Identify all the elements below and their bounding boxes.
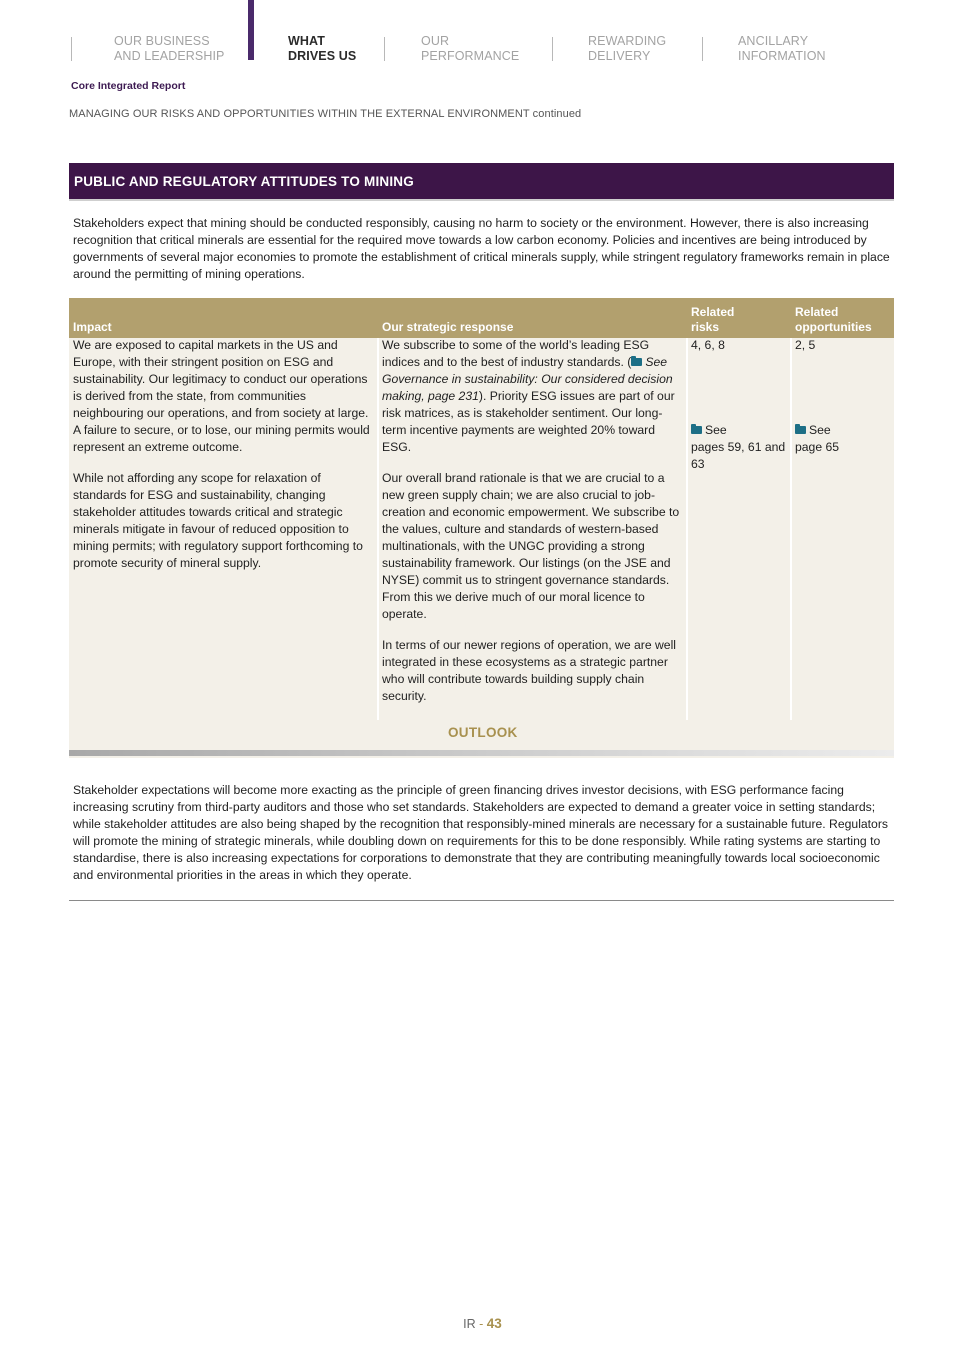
- response-cell: [382, 337, 684, 705]
- nav-divider: [552, 37, 553, 61]
- nav-item-line1: OUR: [421, 34, 450, 48]
- footer-prefix: IR: [463, 1317, 476, 1331]
- nav-item-what-drives-us[interactable]: [288, 34, 356, 64]
- response-text: We subscribe to some of the world’s leading ESG indices and to the best of industry standards. (: [382, 338, 650, 369]
- bottom-divider: [69, 900, 894, 901]
- opportunities-cell: [795, 337, 891, 456]
- header-related-opps-line2: opportunities: [795, 320, 872, 334]
- header-related-opps-line1: Related: [795, 305, 839, 319]
- section-title: PUBLIC AND REGULATORY ATTITUDES TO MINING: [74, 174, 414, 189]
- nav-active-indicator: [248, 0, 254, 60]
- nav-item-our-business[interactable]: [114, 34, 224, 64]
- nav-item-line1: WHAT: [288, 34, 325, 48]
- impact-cell: [73, 337, 375, 572]
- section-title-bar: [69, 163, 894, 201]
- folder-icon: [631, 358, 642, 366]
- risks-page-reference[interactable]: [691, 422, 787, 473]
- response-paragraph: [382, 337, 684, 456]
- folder-icon: [691, 426, 702, 434]
- header-strategic-response: Our strategic response: [382, 320, 514, 334]
- footer-separator: -: [479, 1317, 484, 1331]
- impact-paragraph: While not affording any scope for relaxation of standards for ESG and sustainability, changing stakeholder attitudes towards critical and strategic minerals mitigate in favour of reduced opposition to mining permits; with regulatory support forthcoming to promote security of mineral supply.: [73, 471, 363, 570]
- outlook-paragraph: Stakeholder expectations will become more exacting as the principle of green financing drives investor decisions, with ESG performance facing increasing scrutiny from third-party auditors and those who set standards. Stakeholders are expected to demand a greater voice in setting standards; while stakeholder attitudes are also being shaped by the recognition that responsibly-mined minerals are necessary for a sustainable future. Regulators will promote the mining of strategic minerals, while doubling down on requirements for this to be done responsibly. While rating systems are starting to standardise, there is also increasing expectations for corporations to demonstrate that they are contributing meaningfully towards local socioeconomic and environmental priorities in the areas in which they operate.: [73, 783, 888, 882]
- nav-item-line1: REWARDING: [588, 34, 667, 48]
- governance-cross-reference-link[interactable]: See Governance in sustainability: Our considered decision making, page 231: [382, 355, 673, 403]
- related-opportunities-values: 2, 5: [795, 338, 816, 352]
- nav-item-line2: AND LEADERSHIP: [114, 49, 225, 63]
- nav-item-line2: DELIVERY: [588, 49, 651, 63]
- intro-paragraph: Stakeholders expect that mining should be conducted responsibly, causing no harm to society or the environment. However, there is also increasing recognition that critical minerals are essential for the required move towards a low carbon economy. Policies and incentives are being introduced by governments of several major economies to promote the establishment of critical minerals supply, while stringent regulatory frameworks remain in place around the permitting of mining operations.: [73, 216, 890, 281]
- nav-divider: [384, 37, 385, 61]
- column-divider: [790, 338, 792, 720]
- header-related-risks-line1: Related: [691, 305, 735, 319]
- column-divider: [686, 338, 688, 720]
- page-number: 43: [486, 1316, 502, 1331]
- response-paragraph: Our overall brand rationale is that we are crucial to a new green supply chain; we are also crucial to job-creation and economic empowerment. We subscribe to the values, culture and standards of western-based multinationals, with the UNGC providing a strong sustainability framework. Our listings (on the JSE and NYSE) commit us to stringent governance standards. From this we derive much of our moral licence to operate.: [382, 471, 680, 621]
- nav-item-line2: DRIVES US: [288, 49, 357, 63]
- folder-icon: [795, 426, 806, 434]
- section-header: MANAGING OUR RISKS AND OPPORTUNITIES WITHIN THE EXTERNAL ENVIRONMENT continued: [69, 108, 582, 120]
- header-related-risks-line2: risks: [691, 320, 720, 334]
- risks-cell: [691, 337, 787, 473]
- risks-pages-label: pages 59, 61 and 63: [691, 440, 786, 471]
- header-related-risks: [691, 305, 734, 335]
- report-label: Core Integrated Report: [71, 80, 186, 92]
- page-footer: [0, 1316, 965, 1331]
- header-impact: Impact: [73, 320, 112, 334]
- table-header: [69, 298, 894, 338]
- see-label: See: [705, 423, 727, 437]
- nav-divider: [71, 37, 72, 61]
- response-paragraph: In terms of our newer regions of operation, we are well integrated in these ecosystems as a strategic partner who will contribute towards building supply chain security.: [382, 638, 676, 703]
- nav-item-line1: ANCILLARY: [738, 34, 809, 48]
- risk-table: [69, 298, 894, 758]
- opportunities-page-reference[interactable]: [795, 422, 891, 456]
- nav-item-ancillary-information[interactable]: [738, 34, 826, 64]
- response-text: ). Priority ESG issues are part of our risk matrices, as is stakeholder sentiment. Our long-term incentive payments are weighted 20% toward ESG.: [382, 389, 675, 454]
- top-navigation: [0, 0, 965, 70]
- nav-item-line1: OUR BUSINESS: [114, 34, 210, 48]
- related-risks-values: 4, 6, 8: [691, 338, 725, 352]
- outlook-divider-bar: [69, 750, 894, 756]
- nav-item-line2: PERFORMANCE: [421, 49, 520, 63]
- nav-item-line2: INFORMATION: [738, 49, 826, 63]
- header-related-opportunities: [795, 305, 872, 335]
- nav-item-rewarding-delivery[interactable]: [588, 34, 666, 64]
- nav-divider: [702, 37, 703, 61]
- column-divider: [377, 338, 379, 720]
- impact-paragraph: We are exposed to capital markets in the US and Europe, with their stringent position on ESG and sustainability. Our legitimacy to conduct our operations is derived from the state, from communities neighbouring our operations, and from society at large. A failure to secure, or to lose, our mining permits would represent an extreme outcome.: [73, 338, 370, 454]
- outlook-heading: OUTLOOK: [448, 725, 518, 740]
- opportunities-pages-label: page 65: [795, 440, 840, 454]
- see-label: See: [809, 423, 831, 437]
- nav-item-our-performance[interactable]: [421, 34, 519, 64]
